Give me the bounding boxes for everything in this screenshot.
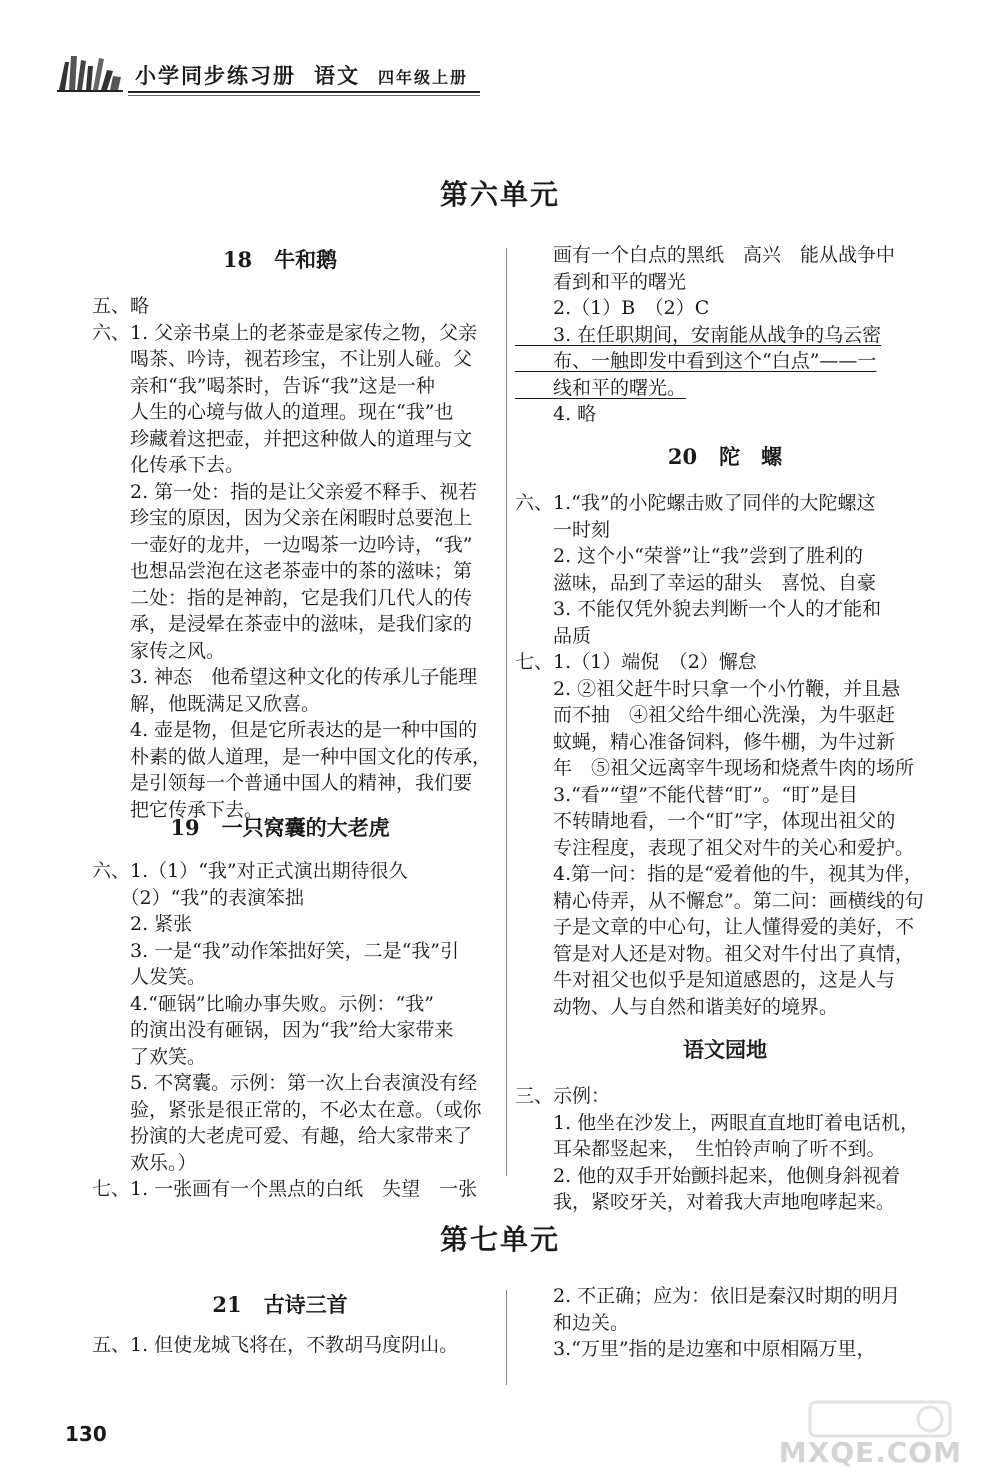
answer-line: 一壶好的龙井，一边喝茶一边吟诗，“我” [92,533,473,556]
answer-line: 3. 在任职期间，安南能从战争的乌云密 [515,323,882,346]
watermark-text: MXQE.COM [778,1436,962,1469]
section-name: 陀 螺 [719,444,783,469]
unit-6-title: 第六单元 [439,178,560,211]
answer-line: （2）“我”的表演笨拙 [92,886,305,909]
section-name: 一只窝囊的大老虎 [221,815,390,840]
answer-line: 六、1.“我”的小陀螺击败了同伴的大陀螺这 [515,492,876,514]
answer-line: 4. 壶是物，但是它所表达的是一种中国的 [92,719,478,741]
answer-line: 化传承下去。 [92,454,245,476]
answer-line: 2. ②祖父赶牛时只拿一个小竹鞭，并且悬 [515,677,901,700]
answer-line: 的演出没有砸锅，因为“我”给大家带来 [92,1019,454,1041]
answer-line: 不转睛地看，一个“盯”字，体现出祖父的 [515,810,896,832]
answer-line: 七、1. 一张画有一个黑点的白纸 失望 一张 [92,1178,478,1200]
answer-line: 把它传承下去。 [92,798,264,821]
section-name: 牛和鹅 [274,247,338,272]
left-answers-18 [92,293,502,823]
answer-line: 亲和“我”喝茶时，告诉“我”这是一种 [92,374,435,397]
answer-line: 珍宝的原因，因为父亲在闲暇时总要泡上 [92,507,473,529]
unit-7-title: 第七单元 [439,1223,560,1256]
header-rule [128,91,480,93]
answer-line: 扮演的大老虎可爱、有趣，给大家带来了 [92,1125,473,1147]
answer-line: 一时刻 [515,518,611,541]
answer-line: 解，他既满足又欣喜。 [92,692,321,715]
answer-line: 家传之风。 [92,639,226,662]
answer-line: 而不抽 ④祖父给牛细心洗澡，为牛驱赶 [515,704,896,726]
column-divider [506,248,507,1176]
answer-line: 4. 略 [515,403,597,425]
answer-line: 年 ⑤祖父远离宰牛现场和烧煮牛肉的场所 [515,757,915,779]
answer-line: 六、1.（1）“我”对正式演出期待很久 [92,860,408,882]
answer-line: 承，是浸晕在茶壶中的滋味，是我们家的 [92,613,473,635]
right-answers-yuwen [515,1083,935,1216]
yuwen-yuandi-title [515,1034,935,1064]
answer-line: 4.第一问：指的是“爱着他的牛，视其为伴， [515,863,923,885]
section-number: 20 [667,444,698,469]
answer-line: 五、略 [92,295,150,317]
answer-line: 3.“看”“望”不能代替“盯”。“盯”是目 [515,783,858,806]
answer-line: 蚊蝇，精心准备饲料，修牛棚，为牛过新 [515,730,896,753]
answer-line: 4.“砸锅”比喻办事失败。示例：“我” [92,992,434,1015]
section-number: 18 [222,247,253,272]
left-answers-21 [92,1332,502,1359]
answer-line: 2. 这个小“荣誉”让“我”尝到了胜利的 [515,545,864,567]
answer-line: 珍藏着这把壶，并把这种做人的道理与文 [92,427,473,450]
answer-line: 五、1. 但使龙城飞将在，不教胡马度阴山。 [92,1334,459,1356]
answer-line: 子是文章的中心句，让人懂得爱的美好，不 [515,916,915,938]
header-rule-thin [128,95,480,96]
answer-line: 了欢笑。 [92,1045,207,1068]
answer-line: 耳朵都竖起来， 生怕铃声响了听不到。 [515,1138,886,1160]
answer-line: 人生的心境与做人的道理。现在“我”也 [92,401,454,423]
answer-line: 5. 不窝囊。示例：第一次上台表演没有经 [92,1072,478,1094]
answer-line: 喝茶、吟诗，视若珍宝，不让别人碰。父 [92,348,473,370]
subject-name: 语文 [314,64,360,88]
books-logo-icon [55,52,125,94]
grade-name: 四年级上册 [378,68,469,87]
page-number: 130 [65,1422,107,1446]
answer-line: 画有一个白点的黑纸 高兴 能从战争中 [515,244,896,266]
answer-line: 也想品尝泡在这老茶壶中的茶的滋味；第 [92,560,473,582]
answer-line: 人发笑。 [92,966,207,988]
answer-line: 朴素的做人道理，是一种中国文化的传承， [92,745,492,768]
left-answers-19 [92,858,502,1203]
book-name: 小学同步练习册 [135,64,296,88]
answer-line: 布、一触即发中看到这个“白点”——一 [515,350,877,372]
answer-line: 是引领每一个普通中国人的精神，我们要 [92,772,473,794]
answer-line: 2. 紧张 [92,913,193,935]
section-name: 语文园地 [683,1037,767,1062]
answer-line: 六、1. 父亲书桌上的老茶壶是家传之物，父亲 [92,321,478,344]
section-19-title [70,812,490,842]
answer-line: 我，紧咬牙关，对着我大声地咆哮起来。 [515,1191,896,1213]
answer-line: 2. 第一处：指的是让父亲爱不释手、视若 [92,480,478,503]
answer-line: 验，紧张是很正常的，不必太在意。（或你 [92,1098,482,1121]
answer-line: 1. 他坐在沙发上，两眼直直地盯着电话机， [515,1111,920,1134]
right-answers-21 [515,1283,935,1363]
answer-line: 精心侍弄，从不懈怠”。第二问：画横线的句 [515,889,924,912]
answer-line: 动物、人与自然和谐美好的境界。 [515,995,839,1018]
section-name: 古诗三首 [263,1292,348,1317]
right-answers-20 [515,490,935,1020]
section-number: 21 [212,1292,242,1317]
answer-line: 3. 不能仅凭外貌去判断一个人的才能和 [515,598,882,620]
answer-line: 牛对祖父也似乎是知道感恩的，这是人与 [515,969,896,991]
answer-line: 2. 不正确；应为：依旧是秦汉时期的明月 [515,1285,901,1307]
answer-line: 2. 他的双手开始颤抖起来，他侧身斜视着 [515,1164,901,1187]
column-divider-unit7 [506,1290,507,1385]
header-title [135,60,468,90]
answer-line: 滋味，品到了幸运的甜头 喜悦、自豪 [515,571,877,594]
answer-line: 管是对人还是对物。祖父对牛付出了真情， [515,942,915,965]
right-answers-19-cont [515,242,935,428]
section-21-title [70,1289,490,1319]
answer-line: 七、1.（1）端倪 （2）懈怠 [515,651,757,673]
answer-line: 2.（1）B （2）C [515,297,710,319]
answer-line: 三、示例： [515,1085,611,1107]
answer-line: 3. 一是“我”动作笨拙好笑，二是“我”引 [92,939,460,962]
answer-line: 欢乐。） [92,1151,197,1174]
section-20-title [515,441,935,471]
answer-line: 二处：指的是神韵，它是我们几代人的传 [92,586,473,609]
answer-line: 3. 神态 他希望这种文化的传承儿子能理 [92,666,478,688]
section-number: 19 [170,815,200,840]
answer-line: 看到和平的曙光 [515,270,687,293]
section-18-title [70,244,490,274]
answer-line: 线和平的曙光。 [515,376,687,399]
answer-line: 3.“万里”指的是边塞和中原相隔万里， [515,1338,876,1360]
answer-line: 品质 [515,624,592,647]
answer-line: 专注程度，表现了祖父对牛的关心和爱护。 [515,836,915,859]
answer-line: 和边关。 [515,1311,630,1334]
